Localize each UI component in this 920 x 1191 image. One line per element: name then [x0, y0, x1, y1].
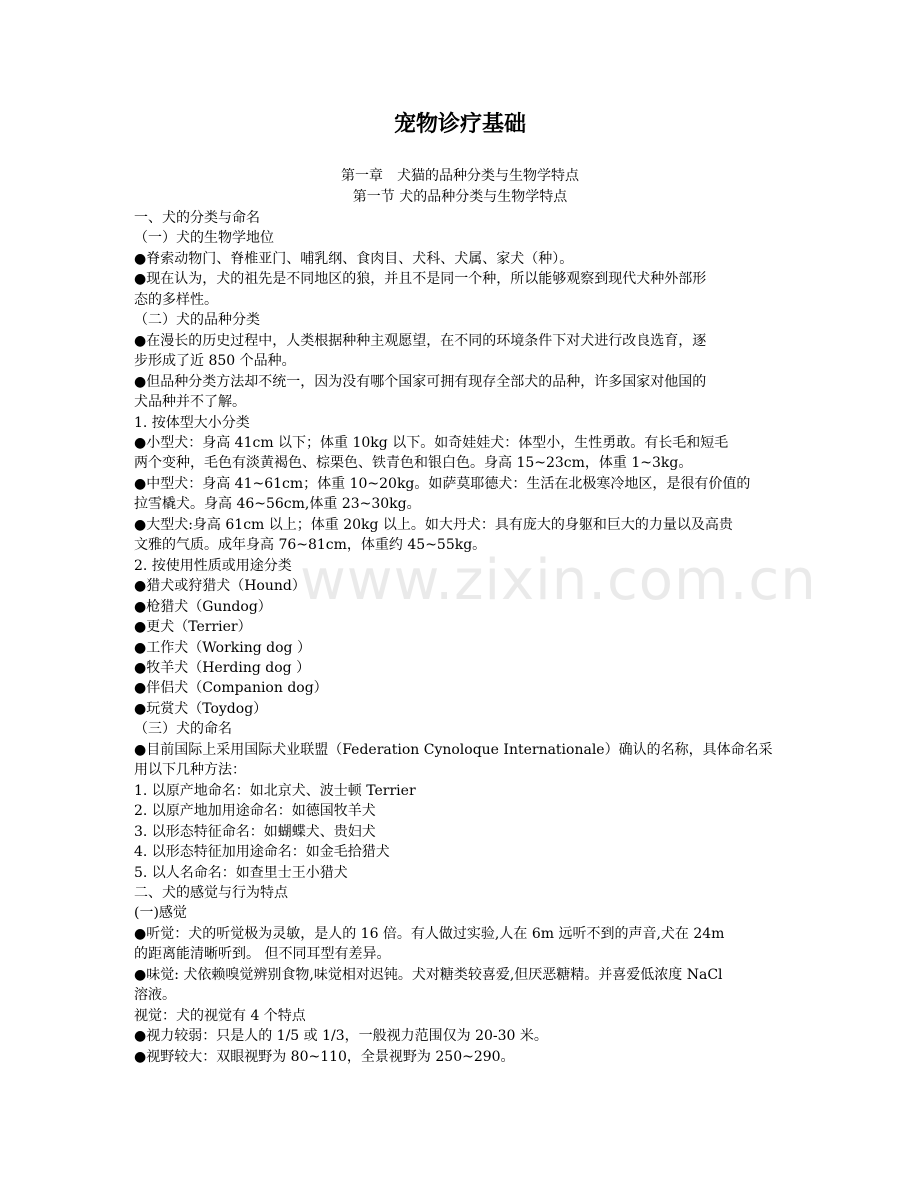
chapter-heading: 第一章 犬猫的品种分类与生物学特点 — [341, 168, 579, 184]
text-line: 二、犬的感觉与行为特点 — [134, 884, 288, 901]
document-title: 宠物诊疗基础 — [393, 112, 526, 137]
text-line: 步形成了近 850 个品种。 — [134, 353, 296, 370]
text-line: ●视力较弱：只是人的 1/5 或 1/3，一般视力范围仅为 20-30 米。 — [134, 1028, 548, 1045]
text-line: 态的多样性。 — [134, 291, 218, 308]
text-line: ●小型犬：身高 41cm 以下；体重 10kg 以下。如奇娃娃犬：体型小，生性勇敢。有长毛和短毛 — [134, 434, 729, 451]
text-line: ●脊索动物门、脊椎亚门、哺乳纲、食肉目、犬科、犬属、家犬（种）。 — [134, 250, 574, 267]
text-line: ●伴侣犬（Companion dog） — [134, 680, 328, 697]
text-line: (一)感觉 — [134, 905, 187, 922]
document-body — [134, 208, 790, 1067]
section-heading: 第一节 犬的品种分类与生物学特点 — [352, 189, 568, 205]
text-line: 1. 以原产地命名：如北京犬、波士顿 Terrier — [134, 782, 416, 799]
text-line: ●大型犬:身高 61cm 以上；体重 20kg 以上。如大丹犬：具有庞大的身躯和巨大的力量以及高贵 — [134, 516, 733, 533]
text-line: 两个变种，毛色有淡黄褐色、棕栗色、铁青色和银白色。身高 15~23cm，体重 1~3kg。 — [134, 455, 693, 472]
text-line: 4. 以形态特征加用途命名：如金毛拾猎犬 — [134, 844, 390, 861]
text-line: 一、犬的分类与命名 — [134, 210, 260, 226]
text-line: 溶液。 — [134, 987, 176, 1004]
text-line: ●猎犬或狩猎犬（Hound） — [134, 578, 306, 595]
text-line: （三）犬的命名 — [134, 721, 232, 738]
text-line: （一）犬的生物学地位 — [134, 230, 274, 247]
text-line: 拉雪橇犬。身高 46~56cm,体重 23~30kg。 — [134, 496, 421, 513]
text-line: 犬品种并不了解。 — [134, 394, 246, 411]
text-line: 5. 以人名命名：如查里士王小猎犬 — [134, 864, 348, 881]
text-line: ●视野较大：双眼视野为 80~110，全景视野为 250~290。 — [134, 1048, 515, 1065]
text-line: 3. 以形态特征命名：如蝴蝶犬、贵妇犬 — [134, 823, 376, 840]
text-line: 文雅的气质。成年身高 76~81cm，体重约 45~55kg。 — [134, 537, 487, 554]
text-line: 2. 以原产地加用途命名：如德国牧羊犬 — [134, 803, 376, 820]
text-line: 视觉：犬的视觉有 4 个特点 — [134, 1007, 306, 1024]
text-line: ●玩赏犬（Toydog） — [134, 700, 268, 717]
text-line: ●目前国际上采用国际犬业联盟（Federation Cynoloque Internationale）确认的名称，具体命名采 — [134, 741, 773, 758]
text-line: ●枪猎犬（Gundog） — [134, 598, 272, 615]
text-line: 用以下几种方法： — [134, 762, 246, 779]
text-line: ●现在认为，犬的祖先是不同地区的狼，并且不是同一个种，所以能够观察到现代犬种外部形 — [134, 271, 707, 288]
text-line: 的距离能清晰听到。 但不同耳型有差异。 — [134, 946, 391, 963]
text-line: ●但品种分类方法却不统一，因为没有哪个国家可拥有现存全部犬的品种，许多国家对他国的 — [134, 373, 707, 390]
watermark: www.zixin.com.cn — [300, 548, 817, 613]
text-line: ●工作犬（Working dog ） — [134, 639, 311, 656]
text-line: ●更犬（Terrier） — [134, 619, 252, 636]
text-line: ●牧羊犬（Herding dog ） — [134, 659, 311, 676]
text-line: ●中型犬：身高 41~61cm；体重 10~20kg。如萨莫耶德犬：生活在北极寒冷地区，是很有价值的 — [134, 475, 751, 492]
text-line: 1. 按体型大小分类 — [134, 414, 250, 431]
text-line: ●在漫长的历史过程中，人类根据种种主观愿望，在不同的环境条件下对犬进行改良选育，逐 — [134, 332, 707, 349]
text-line: （二）犬的品种分类 — [134, 312, 260, 329]
text-line: ●味觉: 犬依赖嗅觉辨别食物,味觉相对迟钝。犬对糖类较喜爱,但厌恶糖精。并喜爱低浓度 NaCl — [134, 966, 723, 983]
text-line: 2. 按使用性质或用途分类 — [134, 557, 292, 574]
text-line: ●听觉：犬的听觉极为灵敏，是人的 16 倍。有人做过实验,人在 6m 远听不到的声音,犬在 24m — [134, 925, 725, 942]
